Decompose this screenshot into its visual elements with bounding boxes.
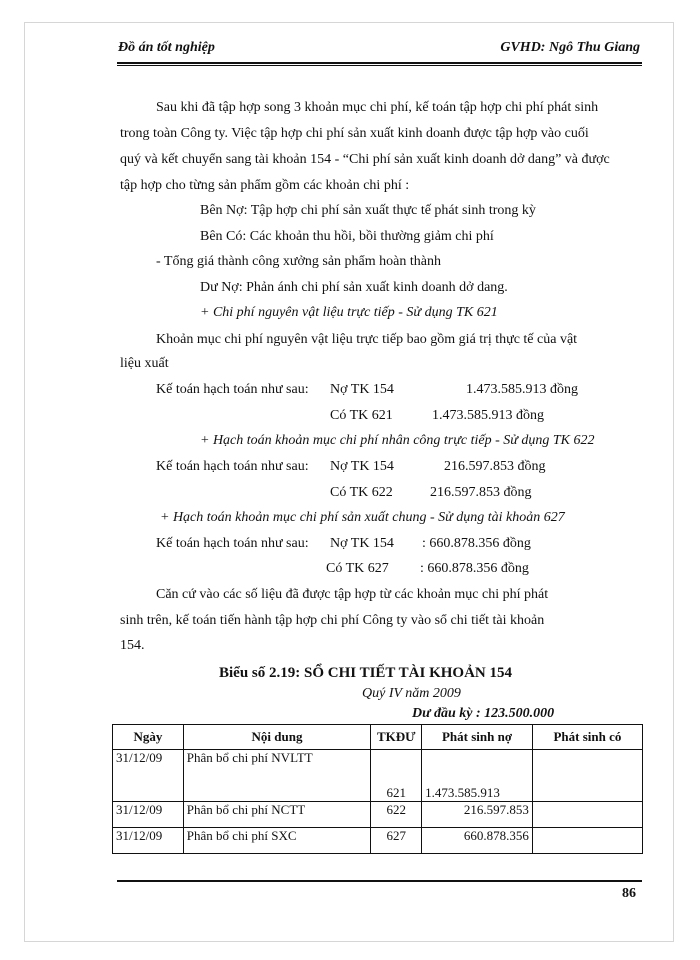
section-621-text-line-2: liệu xuất: [120, 356, 169, 371]
entry-622-debit-account: Nợ TK 154: [330, 459, 394, 474]
row-contra-account: 621: [371, 750, 422, 802]
section-627-heading: + Hạch toán khoản mục chi phí sản xuất chung - Sử dụng tài khoản 627: [160, 510, 565, 525]
table-row: [113, 828, 643, 854]
row-description: Phân bổ chi phí NCTT: [183, 802, 370, 828]
final-paragraph-line-3: 154.: [120, 638, 145, 653]
entry-622-debit-amount: 216.597.853 đồng: [444, 459, 546, 474]
row-contra-account: 627: [371, 828, 422, 854]
row-debit: 216.597.853: [422, 802, 533, 828]
row-date: 31/12/09: [113, 802, 184, 828]
tong-gia-thanh-line: - Tổng giá thành công xưởng sản phẩm hoàn thành: [156, 254, 441, 269]
paragraph-1-line-4: tập hợp cho từng sản phẩm gồm các khoản chi phí :: [120, 178, 410, 193]
header-credit: Phát sinh có: [532, 725, 642, 750]
ledger-opening-balance: Dư đầu kỳ : 123.500.000: [412, 706, 555, 721]
entry-621-credit-account: Có TK 621: [330, 408, 393, 423]
section-621-heading: + Chi phí nguyên vật liệu trực tiếp - Sử dụng TK 621: [200, 305, 498, 320]
page-number: 86: [622, 886, 636, 901]
ledger-table: [112, 724, 643, 854]
entry-621-debit-amount: 1.473.585.913 đồng: [466, 382, 578, 397]
row-credit: [532, 802, 642, 828]
final-paragraph-line-1: Căn cứ vào các số liệu đã được tập hợp từ các khoản mục chi phí phát: [156, 587, 549, 602]
entry-627-debit-account: Nợ TK 154: [330, 536, 394, 551]
page-header: [118, 40, 640, 62]
row-date: 31/12/09: [113, 828, 184, 854]
row-debit: 660.878.356: [422, 828, 533, 854]
row-description: Phân bổ chi phí NVLTT: [183, 750, 370, 802]
entry-627-label: Kế toán hạch toán như sau:: [156, 536, 309, 551]
entry-621-debit-account: Nợ TK 154: [330, 382, 394, 397]
entry-621-credit-amount: 1.473.585.913 đồng: [432, 408, 544, 423]
entry-622-credit-account: Có TK 622: [330, 485, 393, 500]
header-description: Nội dung: [183, 725, 370, 750]
paragraph-1-line-3: quý và kết chuyển sang tài khoản 154 - “Chi phí sản xuất kinh doanh dở dang” và được: [120, 152, 610, 167]
final-paragraph-line-2: sinh trên, kế toán tiến hành tập hợp chi phí Công ty vào sổ chi tiết tài khoản: [120, 613, 545, 628]
entry-622-label: Kế toán hạch toán như sau:: [156, 459, 309, 474]
section-622-heading: + Hạch toán khoản mục chi phí nhân công trực tiếp - Sử dụng TK 622: [200, 433, 595, 448]
entry-627-credit-account: Có TK 627: [326, 561, 389, 576]
entry-621-label: Kế toán hạch toán như sau:: [156, 382, 309, 397]
ledger-header-row: [113, 725, 643, 750]
paragraph-1-line-2: trong toàn Công ty. Việc tập hợp chi phí sản xuất kinh doanh được tập hợp vào cuối: [120, 126, 589, 141]
entry-627-debit-amount: : 660.878.356 đồng: [422, 536, 531, 551]
row-credit: [532, 828, 642, 854]
header-left: Đồ án tốt nghiệp: [118, 40, 215, 55]
ben-no-line: Bên Nợ: Tập hợp chi phí sản xuất thực tế phát sinh trong kỳ: [200, 203, 536, 218]
ben-co-line: Bên Có: Các khoản thu hồi, bồi thường giảm chi phí: [200, 229, 494, 244]
header-debit: Phát sinh nợ: [422, 725, 533, 750]
header-right: GVHD: Ngô Thu Giang: [500, 40, 640, 55]
ledger-title: Biểu số 2.19: SỔ CHI TIẾT TÀI KHOẢN 154: [219, 665, 512, 681]
header-date: Ngày: [113, 725, 184, 750]
table-row: [113, 802, 643, 828]
section-621-text-line-1: Khoản mục chi phí nguyên vật liệu trực tiếp bao gồm giá trị thực tế của vật: [156, 332, 578, 347]
table-row: [113, 750, 643, 802]
footer-rule: [117, 880, 642, 882]
entry-627-credit-amount: : 660.878.356 đồng: [420, 561, 529, 576]
row-debit: 1.473.585.913: [422, 750, 533, 802]
entry-622-credit-amount: 216.597.853 đồng: [430, 485, 532, 500]
row-description: Phân bổ chi phí SXC: [183, 828, 370, 854]
row-credit: [532, 750, 642, 802]
ledger-period: Quý IV năm 2009: [362, 686, 461, 701]
paragraph-1-line-1: Sau khi đã tập hợp song 3 khoản mục chi phí, kế toán tập hợp chi phí phát sinh: [156, 100, 599, 115]
du-no-line: Dư Nợ: Phản ánh chi phí sản xuất kinh doanh dở dang.: [200, 280, 508, 295]
header-rule: [117, 62, 642, 66]
row-date: 31/12/09: [113, 750, 184, 802]
header-contra-account: TKĐƯ: [371, 725, 422, 750]
row-contra-account: 622: [371, 802, 422, 828]
